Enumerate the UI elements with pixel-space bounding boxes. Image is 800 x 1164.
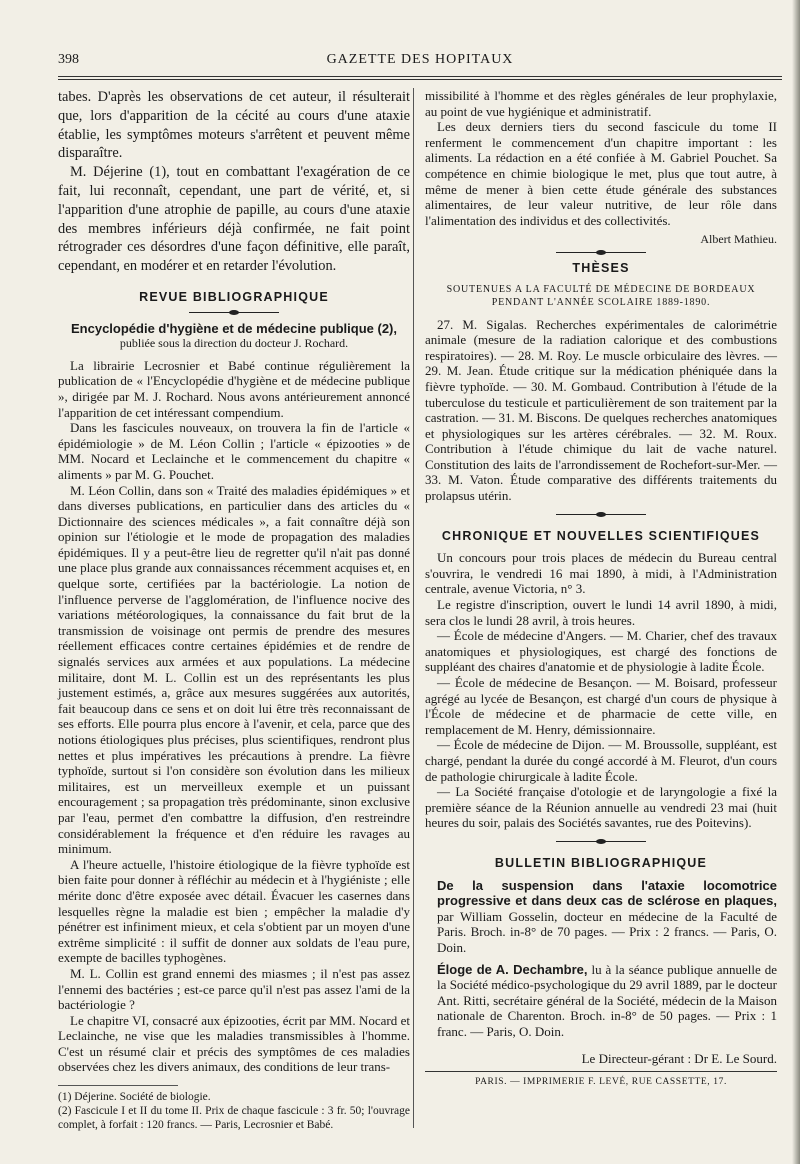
news-paragraph: — École de médecine de Dijon. — M. Broussolle, suppléant, est chargé, pendant la durée du congé accordé à M. Fleurot, d'un cours de pathologie chirurgicale à ladite École. [425, 737, 777, 784]
header-rule [58, 76, 782, 77]
bibliography-item-details: par William Gosselin, docteur en médecine de la Faculté de Paris. Broch. in-8° de 70 pages. — Prix : 2 francs. — Paris, O. Doin. [437, 908, 777, 955]
bibliography-item [425, 878, 777, 956]
bibliography-item [425, 962, 777, 1040]
bibliography-item-details: lu à la séance publique annuelle de la Société médico-psychologique du 29 avril 1889, par le docteur Ant. Ritti, secrétaire général de la Société, médecin de la Maison nationale de Charenton. Broch. in-8° de 50 pages. — Prix : 1 franc. — Paris, O. Doin. [437, 961, 777, 1039]
ornament-divider [556, 514, 646, 515]
news-paragraph: — La Société française d'otologie et de laryngologie a fixé la première séance de la Réunion annuelle au vendredi 23 mai (huit heures du soir, palais des Sociétés savantes, rue des Poitevins). [425, 784, 777, 831]
director-signature: Le Directeur-gérant : Dr E. Le Sourd. [581, 1051, 777, 1067]
bibliography-item-title: Éloge de A. Dechambre, [437, 961, 588, 977]
news-paragraph: Un concours pour trois places de médecin du Bureau central s'ouvrira, le vendredi 16 mai 1890, à midi, à l'Administration centrale, avenue Victoria, n° 3. [425, 550, 777, 597]
intro-paragraph-2: M. Déjerine (1), tout en combattant l'exagération de ce fait, lui reconnaît, cependant, une part de vérité, et, si l'apparition d'une atrophie de papille, au cours d'une ataxie des membres inférieurs déjà confirmée, ne fait point rétrograder ces désordres d'une façon définitive, elle paraît, cependant, en modérer et en retarder l'évolution. [58, 164, 410, 275]
bibliography-item-title: De la suspension dans l'ataxie locomotrice progressive et dans deux cas de sclérose en plaques, [437, 877, 777, 909]
page-header [58, 50, 782, 72]
author-signature: Albert Mathieu. [700, 232, 777, 247]
bulletin-title: BULLETIN BIBLIOGRAPHIQUE [494, 855, 708, 870]
column-separator [413, 88, 414, 1128]
page-edge-shadow [792, 0, 800, 1164]
review-paragraph: Dans les fascicules nouveaux, on trouvera la fin de l'article « épidémiologie » de M. Léon Collin ; l'article « épizooties » de MM. Nocard et Leclainche et le commencement du chapitre « aliments » par M. G. Pouchet. [58, 420, 410, 482]
review-paragraph: M. Léon Collin, dans son « Traité des maladies épidémiques » et dans diverses publications, en particulier dans des articles du « Dictionnaire des sciences médicales », a fait connaître déjà son opinion sur l'étiologie et le mode de propagation des maladies épidémiques. Il y a peut-être lieu de regretter qu'il n'ait pas donné une place plus grande aux connaissances récemment acquises et, en quelque sorte, certifiées par la bactériologie. La notion de l'influence perverse de l'agglomération, de l'influence nocive des variations météorologiques, la connaissance du fait brut de la transmission de voisinage ont permis de prendre des mesures réellement efficaces contre certaines épidémies et de rendre de signalés services aux armées et aux populations. La médecine militaire, dont M. L. Collin est un des représentants les plus justement estimés, a, grâce aux mesures suggérées aux autorités, fait beaucoup dans ce sens et on doit lui être très reconnaissant de ses efforts. Elle pourra plus encore à l'avenir, et cela, parce que des notions étiologiques plus précises, plus scientifiques, rendront plus nettes et plus impératives les précautions à prendre. La fièvre typhoïde, surtout si l'on considère son évolution dans les milieux militaires, est un merveilleux exemple et un puissant encouragement ; sa propagation très prédominante, sinon exclusive par l'eau, permet d'en combattre la diffusion, d'en restreindre considérablement la fréquence et d'en réduire les ravages au minimum. [58, 482, 410, 857]
footnotes [58, 1090, 410, 1132]
review-paragraph: Le chapitre VI, consacré aux épizooties, écrit par MM. Nocard et Leclainche, ne vise que les maladies transmissibles à l'homme. C'est un résumé clair et précis des symptômes de ces maladies observées chez les divers animaux, des conditions de leur trans- [58, 1012, 410, 1075]
review-continuation: missibilité à l'homme et des règles générales de leur prophylaxie, au point de vue hygiénique et administratif. [425, 88, 777, 119]
news-paragraph: — École de médecine de Besançon. — M. Boisard, professeur agrégé au lycée de Besançon, est chargé d'un cours de physique à l'École de médecine et de pharmacie de cette ville, en remplacement de M. Henry, démissionnaire. [425, 675, 777, 737]
footnote: (1) Déjerine. Société de biologie. [58, 1091, 211, 1104]
ornament-divider [556, 252, 646, 253]
chronique-title: CHRONIQUE ET NOUVELLES SCIENTIFIQUES [441, 528, 761, 543]
footnote: (2) Fascicule I et II du tome II. Prix de chaque fascicule : 3 fr. 50; l'ouvrage complet, à forfait : 120 francs. — Paris, Lecrosnier et Babé. [58, 1105, 410, 1132]
news-paragraph: — École de médecine d'Angers. — M. Charier, chef des travaux anatomiques et physiologiques, est chargé des fonctions de suppléant des chaires d'anatomie et de physiologie à ladite École. [425, 628, 777, 675]
review-paragraph: M. L. Collin est grand ennemi des miasmes ; il n'est pas assez l'ennemi des bactéries ; est-ce parce qu'il n'est pas assez l'ami de la bactériologie ? [58, 965, 410, 1013]
book-subtitle: publiée sous la direction du docteur J. Rochard. [119, 336, 349, 351]
ornament-divider [556, 841, 646, 842]
ornament-divider [189, 312, 279, 313]
review-paragraph: Les deux derniers tiers du second fascicule du tome II renferment le commencement d'un chapitre important : les aliments. La rédaction en a été confiée à M. Gabriel Pouchet. Sa compétence en chimie biologique le met, plus que tout autre, à même de mener à bien cette étude générale des substances alimentaires, de leur valeur nutritive, de leur rôle dans l'alimentation des individus et des collectivités. [425, 119, 777, 228]
book-title: Encyclopédie d'hygiène et de médecine publique (2), [71, 320, 397, 336]
header-rule-2 [58, 79, 782, 80]
left-column [58, 88, 410, 1132]
printer-imprint: PARIS. — IMPRIMERIE F. LEVÉ, RUE CASSETTE, 17. [425, 1071, 777, 1091]
journal-title: GAZETTE DES HOPITAUX [326, 52, 514, 67]
review-paragraph: La librairie Lecrosnier et Babé continue régulièrement la publication de « l'Encyclopédie d'hygiène et de médecine publique », dirigée par M. J. Rochard. Nous avons antérieurement annoncé l'apparition de cet intéressant compendium. [58, 357, 410, 420]
intro-paragraph-1: tabes. D'après les observations de cet auteur, il résulterait que, lors d'apparition de la cécité au cours d'une ataxie établie, les symptômes moteurs s'arrêtent et peuvent même disparaître. [58, 89, 410, 162]
review-paragraph: A l'heure actuelle, l'histoire étiologique de la fièvre typhoïde est bien faite pour donner à réfléchir au médecin et à l'hygiéniste ; elle mérite donc d'être exposée avec détail. Évacuer les casernes dans lesquelles règne la maladie est bien ; empêcher la maladie d'y pénétrer est infiniment mieux, et cela s'obtient par un moyen d'une extrême simplicité : il suffit de donner aux soldats de l'eau pure, exempte de bacilles typhogènes. [58, 856, 410, 966]
revue-bibliographique-title: REVUE BIBLIOGRAPHIQUE [139, 289, 329, 304]
theses-title: THÈSES [572, 260, 630, 275]
right-column [425, 88, 777, 1091]
theses-subtitle: SOUTENUES A LA FACULTÉ DE MÉDECINE DE BORDEAUX PENDANT L'ANNÉE SCOLAIRE 1889-1890. [446, 283, 756, 308]
page-number: 398 [58, 52, 79, 67]
news-paragraph: Le registre d'inscription, ouvert le lundi 14 avril 1890, à midi, sera clos le lundi 28 avril, à trois heures. [425, 597, 777, 628]
theses-list: 27. M. Sigalas. Recherches expérimentales de calorimétrie animale (mesure de la radiation calorique et des combustions respiratoires). — 28. M. Roy. Le muscle orbiculaire des lèvres. — 29. M. Jean. Étude critique sur la médication phéniquée dans la fièvre typhoïde. — 30. M. Gombaud. Contribution à l'étude de la tuberculose du testicule et particulièrement de son traitement par la castration. — 31. M. Biscons. De quelques recherches anatomiques et physiologiques sur les artères cérébrales. — 32. M. Roux. Contribution à l'étude chimique du lait de vache naturel. Constitution des laits de l'arrondissement de Rochefort-sur-Mer. — 33. M. Vaton. Étude comparative des différents traitements du prolapsus utérin. [425, 316, 777, 504]
